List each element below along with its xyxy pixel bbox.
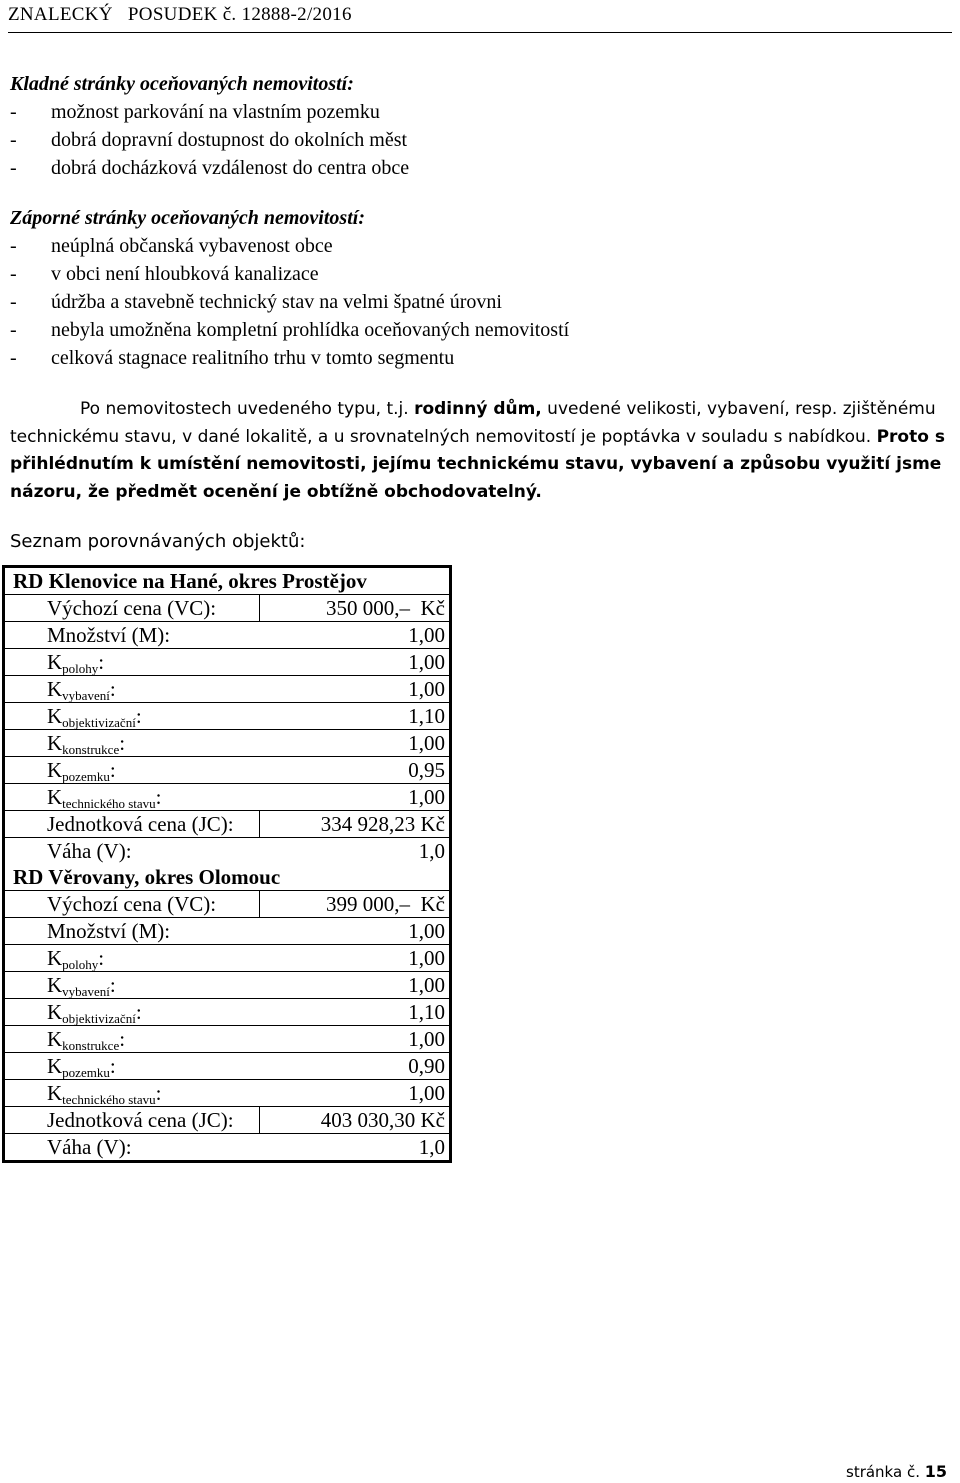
table-row: $K_{technického stavu}$: 1,00 [4, 1080, 451, 1107]
list-item: - v obci není hloubková kanalizace [10, 263, 319, 285]
table-row: Jednotková cena (JC): 334 928,23 Kč [4, 811, 451, 838]
table-row: Váha (V): 1,0 [47, 839, 445, 863]
table-row: $K_{objektivizační}$: 1,10 [4, 703, 451, 730]
comparison-list-heading: Seznam porovnávaných objektů: [10, 531, 306, 552]
document-title: ZNALECKÝ POSUDEK č. 12888-2/2016 [8, 4, 352, 25]
list-item: - údržba a stavebně technický stav na velmi špatné úrovni [10, 291, 502, 313]
table-row: $K_{pozemku}$: 0,95 [4, 757, 451, 784]
positives-heading: Kladné stránky oceňovaných nemovitostí: [10, 73, 354, 95]
page-number: 15 [924, 1462, 948, 1481]
page-label: stránka č. [846, 1463, 920, 1481]
list-item: - nebyla umožněna kompletní prohlídka oceňovaných nemovitostí [10, 319, 570, 341]
table-row: Výchozí cena (VC): 399 000,– Kč [4, 891, 451, 918]
table-row: $K_{polohy}$: 1,00 [4, 945, 451, 972]
table-row: Výchozí cena (VC): 350 000,– Kč [4, 595, 451, 622]
table-row: Váha (V): 1,0 [47, 1135, 445, 1159]
table-row: $K_{polohy}$: 1,00 [4, 649, 451, 676]
negatives-section [10, 204, 569, 372]
table-row: $K_{technického stavu}$: 1,00 [4, 784, 451, 811]
vc-value: 399 000,– Kč [260, 891, 451, 918]
table-row: $K_{pozemku}$: 0,90 [4, 1053, 451, 1080]
list-item: - dobrá dopravní dostupnost do okolních měst [10, 129, 408, 151]
table-row: $K_{konstrukce}$: 1,00 [4, 730, 451, 757]
list-item: - možnost parkování na vlastním pozemku [10, 101, 380, 123]
vc-value: 350 000,– Kč [260, 595, 451, 622]
page-footer [846, 1462, 947, 1482]
table-row: $K_{vybavení}$: 1,00 [4, 676, 451, 703]
table-row: $K_{konstrukce}$: 1,00 [4, 1026, 451, 1053]
table-row [4, 864, 451, 891]
table-row: Množství (M): 1,00 [4, 918, 451, 945]
page-header [8, 2, 952, 33]
object-title: RD Klenovice na Hané, okres Prostějov [4, 567, 451, 595]
positives-section [10, 70, 409, 182]
jc-value: 334 928,23 Kč [260, 811, 451, 838]
table-row: $K_{vybavení}$: 1,00 [4, 972, 451, 999]
negatives-heading: Záporné stránky oceňovaných nemovitostí: [10, 207, 365, 229]
list-item: - dobrá docházková vzdálenost do centra obce [10, 157, 410, 179]
jc-value: 403 030,30 Kč [260, 1107, 451, 1134]
table-row: Jednotková cena (JC): 403 030,30 Kč [4, 1107, 451, 1134]
list-item: - celková stagnace realitního trhu v tomto segmentu [10, 347, 455, 369]
list-item: - neúplná občanská vybavenost obce [10, 235, 333, 257]
comparison-table [2, 565, 452, 1163]
object-title: RD Věrovany, okres Olomouc [4, 864, 451, 891]
table-row: Množství (M): 1,00 [4, 622, 451, 649]
market-paragraph: Po nemovitostech uvedeného typu, t.j. rodinný dům, uvedené velikosti, vybavení, resp. zjištěnému technickému stavu, v dané lokalitě, a u srovnatelných nemovitostí je poptávka v souladu s nabídkou. Proto s přihlédnutím k umístění nemovitosti, jejímu technickému stavu, vybavení a způsobu využití jsme názoru, že předmět ocenění je obtížně obchodovatelný. [10, 399, 945, 502]
table-row: $K_{objektivizační}$: 1,10 [4, 999, 451, 1026]
table-row [4, 567, 451, 595]
